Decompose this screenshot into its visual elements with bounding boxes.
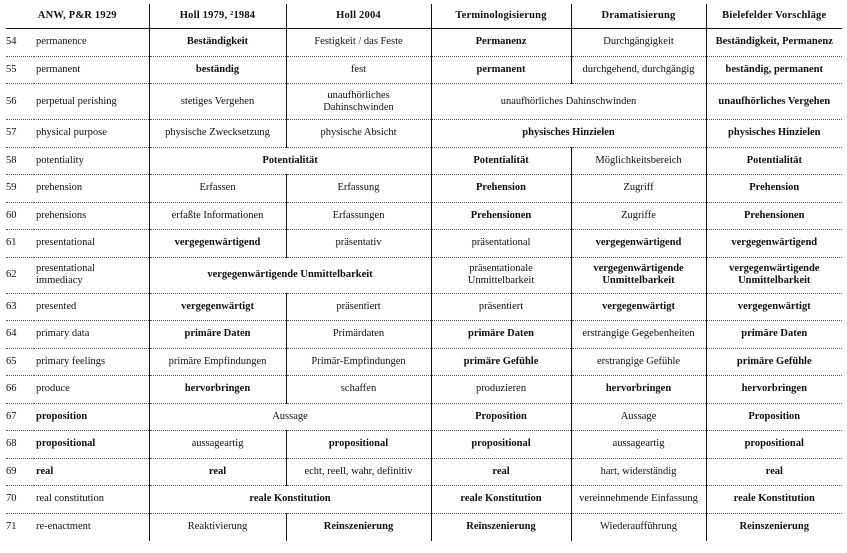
english-term: presentational: [34, 230, 149, 258]
table-row: [6, 513, 842, 541]
english-term: produce: [34, 376, 149, 404]
translation-cell: unaufhörliches Dahinschwinden: [431, 84, 706, 120]
row-number: 58: [6, 147, 34, 175]
table-row: [6, 376, 842, 404]
translation-cell: Möglichkeitsbereich: [571, 147, 706, 175]
english-term: primary data: [34, 321, 149, 349]
translation-cell: real: [149, 458, 286, 486]
english-term: perpetual perishing: [34, 84, 149, 120]
translation-cell: Prehension: [431, 175, 571, 203]
translation-cell: präsentativ: [286, 230, 431, 258]
english-term: proposition: [34, 403, 149, 431]
row-number: 55: [6, 56, 34, 84]
table-row: [6, 29, 842, 57]
translation-cell: physisches Hinzielen: [431, 120, 706, 148]
table-row: [6, 257, 842, 293]
translation-cell: real: [706, 458, 842, 486]
english-term: permanent: [34, 56, 149, 84]
translation-cell: Prehension: [706, 175, 842, 203]
translation-cell: Durchgängigkeit: [571, 29, 706, 57]
translation-cell: hervorbringen: [571, 376, 706, 404]
translation-cell: Permanenz: [431, 29, 571, 57]
translation-cell: propositional: [431, 431, 571, 459]
header-anw: ANW, P&R 1929: [6, 4, 149, 29]
table-row: [6, 293, 842, 321]
row-number: 67: [6, 403, 34, 431]
header-bielefelder: Bielefelder Vorschläge: [722, 10, 827, 21]
english-term: primary feelings: [34, 348, 149, 376]
table-row: [6, 202, 842, 230]
translation-cell: Erfassung: [286, 175, 431, 203]
translation-cell: Reaktivierung: [149, 513, 286, 541]
translation-cell: durchgehend, durchgängig: [571, 56, 706, 84]
translation-cell: reale Konstitution: [149, 486, 431, 514]
translation-cell: unaufhörliches Vergehen: [706, 84, 842, 120]
translation-cell: physische Absicht: [286, 120, 431, 148]
english-term: real: [34, 458, 149, 486]
row-number: 64: [6, 321, 34, 349]
translation-cell: Prehensionen: [706, 202, 842, 230]
translation-cell: primäre Gefühle: [431, 348, 571, 376]
translation-cell: Potentialität: [149, 147, 431, 175]
translation-cell: aussageartig: [149, 431, 286, 459]
translation-cell: präsentationale Unmittelbarkeit: [431, 257, 571, 293]
translation-cell: produzieren: [431, 376, 571, 404]
translation-cell: erstrangige Gegebenheiten: [571, 321, 706, 349]
row-number: 57: [6, 120, 34, 148]
table-row: [6, 431, 842, 459]
translation-cell: Aussage: [149, 403, 431, 431]
translation-cell: primäre Daten: [149, 321, 286, 349]
table-row: [6, 120, 842, 148]
translation-cell: präsentiert: [431, 293, 571, 321]
table-row: [6, 230, 842, 258]
translation-cell: Potentialität: [706, 147, 842, 175]
translation-cell: Proposition: [431, 403, 571, 431]
translation-cell: stetiges Vergehen: [149, 84, 286, 120]
translation-cell: erfaßte Informationen: [149, 202, 286, 230]
translation-cell: Reinszenierung: [286, 513, 431, 541]
english-term: permanence: [34, 29, 149, 57]
english-term: real constitution: [34, 486, 149, 514]
row-number: 61: [6, 230, 34, 258]
translation-cell: hervorbringen: [706, 376, 842, 404]
table-row: [6, 458, 842, 486]
row-number: 69: [6, 458, 34, 486]
translation-cell: vereinnehmende Einfassung: [571, 486, 706, 514]
translation-cell: beständig, permanent: [706, 56, 842, 84]
row-number: 62: [6, 257, 34, 293]
translation-cell: Prehensionen: [431, 202, 571, 230]
header-terminologisierung: Terminologisierung: [431, 4, 571, 29]
translation-cell: vergegenwärtigend: [571, 230, 706, 258]
table-body: [6, 29, 842, 541]
translation-cell: aussageartig: [571, 431, 706, 459]
translation-cell: Festigkeit / das Feste: [286, 29, 431, 57]
translation-cell: Potentialität: [431, 147, 571, 175]
translation-cell: Beständigkeit: [149, 29, 286, 57]
translation-cell: physische Zwecksetzung: [149, 120, 286, 148]
translation-cell: primäre Gefühle: [706, 348, 842, 376]
english-term: prehension: [34, 175, 149, 203]
table-row: [6, 56, 842, 84]
translation-cell: Proposition: [706, 403, 842, 431]
row-number: 54: [6, 29, 34, 57]
translation-cell: vergegenwärtigend: [149, 230, 286, 258]
header-dramatisierung: Dramatisierung: [571, 4, 706, 29]
translation-cell: primäre Daten: [431, 321, 571, 349]
translation-cell: Wiederaufführung: [571, 513, 706, 541]
translation-cell: unaufhörliches Dahinschwinden: [286, 84, 431, 120]
english-term: potentiality: [34, 147, 149, 175]
table-row: [6, 147, 842, 175]
header-row: [6, 4, 842, 29]
row-number: 65: [6, 348, 34, 376]
translation-cell: vergegenwärtigende Unmittelbarkeit: [149, 257, 431, 293]
row-number: 66: [6, 376, 34, 404]
english-term: physical purpose: [34, 120, 149, 148]
translation-cell: Zugriff: [571, 175, 706, 203]
translation-cell: Reinszenierung: [431, 513, 571, 541]
row-number: 63: [6, 293, 34, 321]
translation-cell: vergegenwärtigt: [571, 293, 706, 321]
table-row: [6, 348, 842, 376]
header-holl-2004: Holl 2004: [286, 4, 431, 29]
translation-cell: beständig: [149, 56, 286, 84]
translation-cell: Aussage: [571, 403, 706, 431]
table-row: [6, 321, 842, 349]
translation-cell: hart, widerständig: [571, 458, 706, 486]
translation-cell: propositional: [706, 431, 842, 459]
translation-cell: erstrangige Gefühle: [571, 348, 706, 376]
row-number: 68: [6, 431, 34, 459]
translation-cell: reale Konstitution: [706, 486, 842, 514]
translation-cell: vergegenwärtigend: [706, 230, 842, 258]
translation-cell: Erfassungen: [286, 202, 431, 230]
header-holl-1979: Holl 1979, ²1984: [149, 4, 286, 29]
translation-cell: permanent: [431, 56, 571, 84]
translation-cell: Zugriffe: [571, 202, 706, 230]
translation-cell: schaffen: [286, 376, 431, 404]
translation-cell: Reinszenierung: [706, 513, 842, 541]
translation-cell: Primär-Empfindungen: [286, 348, 431, 376]
row-number: 60: [6, 202, 34, 230]
terminology-table: [6, 4, 842, 541]
translation-cell: vergegenwärtigende Unmittelbarkeit: [571, 257, 706, 293]
translation-cell: präsentational: [431, 230, 571, 258]
row-number: 70: [6, 486, 34, 514]
english-term: re-enactment: [34, 513, 149, 541]
translation-cell: reale Konstitution: [431, 486, 571, 514]
translation-cell: vergegenwärtigende Unmittelbarkeit: [706, 257, 842, 293]
english-term: presentational immediacy: [34, 257, 149, 293]
translation-cell: vergegenwärtigt: [149, 293, 286, 321]
translation-cell: hervorbringen: [149, 376, 286, 404]
translation-cell: Beständigkeit, Permanenz: [706, 29, 842, 57]
row-number: 56: [6, 84, 34, 120]
translation-cell: fest: [286, 56, 431, 84]
translation-cell: Erfassen: [149, 175, 286, 203]
translation-cell: Primärdaten: [286, 321, 431, 349]
translation-cell: primäre Empfindungen: [149, 348, 286, 376]
translation-cell: echt, reell, wahr, definitiv: [286, 458, 431, 486]
translation-cell: primäre Daten: [706, 321, 842, 349]
translation-cell: vergegenwärtigt: [706, 293, 842, 321]
table-row: [6, 175, 842, 203]
english-term: prehensions: [34, 202, 149, 230]
translation-cell: physisches Hinzielen: [706, 120, 842, 148]
translation-cell: präsentiert: [286, 293, 431, 321]
row-number: 59: [6, 175, 34, 203]
english-term: presented: [34, 293, 149, 321]
english-term: propositional: [34, 431, 149, 459]
table-row: [6, 403, 842, 431]
table-row: [6, 84, 842, 120]
table-row: [6, 486, 842, 514]
row-number: 71: [6, 513, 34, 541]
translation-cell: real: [431, 458, 571, 486]
translation-cell: propositional: [286, 431, 431, 459]
